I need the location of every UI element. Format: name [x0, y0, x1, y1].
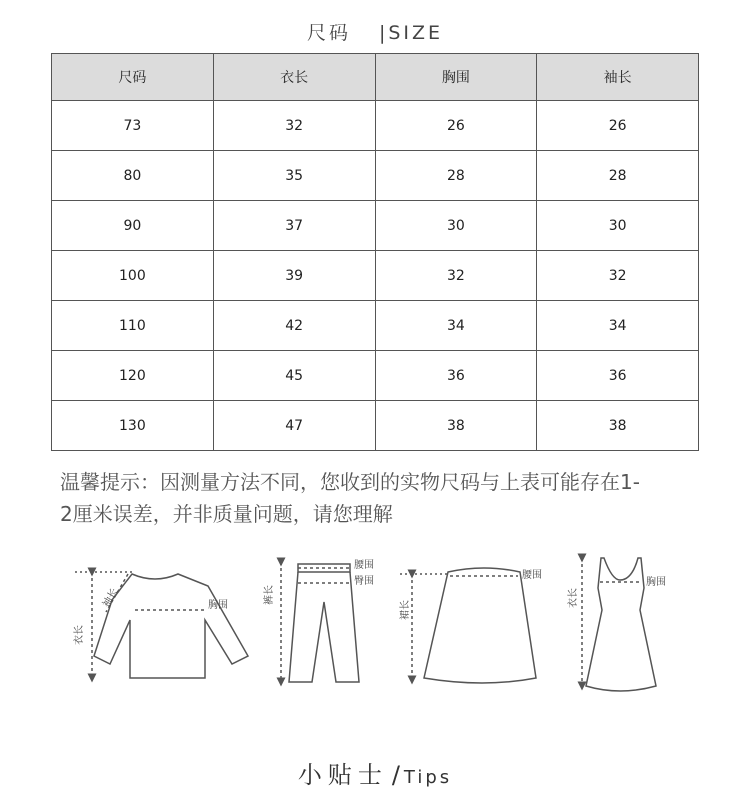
measurement-note: [60, 466, 700, 530]
table-cell: 34: [375, 301, 537, 351]
table-cell: 37: [213, 201, 375, 251]
table-cell: 26: [375, 101, 537, 151]
table-cell: 32: [213, 101, 375, 151]
dress-diagram: [566, 558, 666, 691]
table-header-row: [52, 54, 699, 101]
table-cell: 30: [537, 201, 699, 251]
table-cell: 26: [537, 101, 699, 151]
table-cell: 110: [52, 301, 214, 351]
tips-cn: 小贴士: [297, 761, 388, 789]
table-cell: 39: [213, 251, 375, 301]
table-row: [52, 401, 699, 451]
measurement-diagrams: [0, 550, 750, 700]
table-cell: 100: [52, 251, 214, 301]
shirt-sleeve-label: 袖长: [101, 586, 121, 610]
table-cell: 80: [52, 151, 214, 201]
table-cell: 130: [52, 401, 214, 451]
shirt-diagram: [72, 572, 248, 678]
title-cn: 尺码: [306, 22, 351, 44]
title-en: |SIZE: [378, 22, 444, 44]
pants-hip-label: 臀围: [354, 576, 374, 587]
table-row: [52, 251, 699, 301]
column-header-size: 尺码: [52, 54, 214, 101]
table-cell: 30: [375, 201, 537, 251]
table-cell: 45: [213, 351, 375, 401]
table-cell: 38: [537, 401, 699, 451]
skirt-waist-label: 腰围: [522, 570, 542, 581]
table-cell: 28: [375, 151, 537, 201]
table-row: [52, 101, 699, 151]
shirt-chest-label: 胸围: [208, 600, 228, 611]
pants-diagram: [262, 559, 374, 682]
shirt-length-label: 衣长: [74, 625, 85, 645]
skirt-length-label: 裙长: [400, 600, 411, 620]
column-header-chest: 胸围: [375, 54, 537, 101]
table-cell: 36: [537, 351, 699, 401]
table-row: [52, 151, 699, 201]
table-cell: 120: [52, 351, 214, 401]
section-title: [0, 18, 750, 45]
table-row: [52, 201, 699, 251]
table-cell: 73: [52, 101, 214, 151]
skirt-diagram: [399, 568, 542, 683]
column-header-length: 衣长: [213, 54, 375, 101]
table-cell: 34: [537, 301, 699, 351]
table-cell: 28: [537, 151, 699, 201]
table-cell: 36: [375, 351, 537, 401]
table-cell: 32: [375, 251, 537, 301]
tips-slash: /: [391, 761, 400, 789]
table-cell: 32: [537, 251, 699, 301]
tips-heading: [0, 755, 750, 790]
dress-chest-label: 胸围: [646, 577, 666, 588]
pants-waist-label: 腰围: [354, 560, 374, 571]
note-line-1: 温馨提示：因测量方法不同，您收到的实物尺码与上表可能存在1-: [60, 470, 640, 494]
size-table: [51, 53, 699, 451]
table-cell: 42: [213, 301, 375, 351]
table-cell: 90: [52, 201, 214, 251]
table-cell: 47: [213, 401, 375, 451]
column-header-sleeve: 袖长: [537, 54, 699, 101]
pants-length-label: 裤长: [264, 585, 275, 605]
dress-length-label: 衣长: [568, 588, 579, 608]
tips-en: Tips: [403, 767, 453, 788]
table-row: [52, 351, 699, 401]
table-cell: 35: [213, 151, 375, 201]
table-cell: 38: [375, 401, 537, 451]
table-row: [52, 301, 699, 351]
note-line-2: 2厘米误差，并非质量问题，请您理解: [60, 502, 393, 526]
